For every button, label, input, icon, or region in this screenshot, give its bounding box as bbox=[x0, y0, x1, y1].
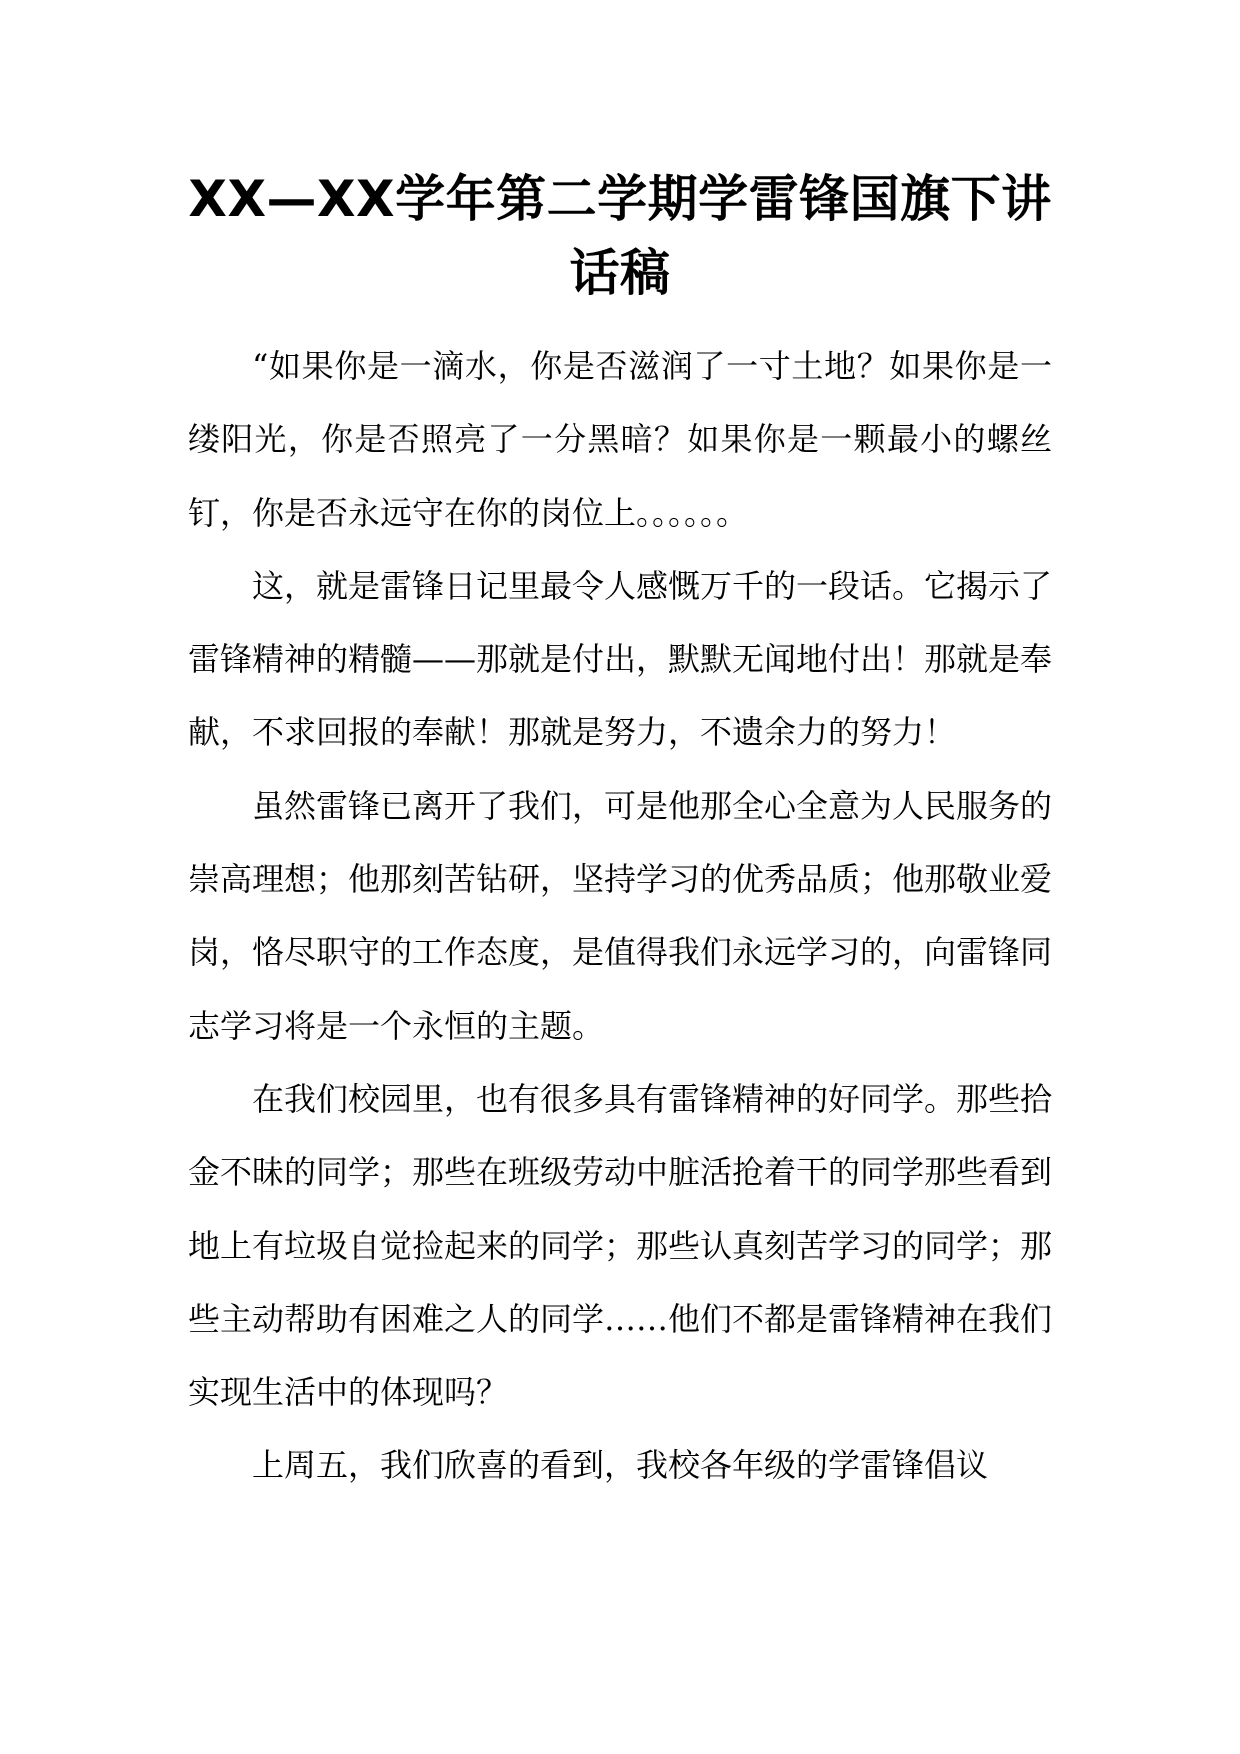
paragraph-2: 这，就是雷锋日记里最令人感慨万千的一段话。它揭示了雷锋精神的精髓——那就是付出，默默无闻地付出！那就是奉献，不求回报的奉献！那就是努力，不遗余力的努力！ bbox=[188, 566, 1053, 752]
paragraph-5: 上周五，我们欣喜的看到，我校各年级的学雷锋倡议 bbox=[252, 1446, 989, 1485]
document-body bbox=[188, 330, 1052, 1503]
paragraph-4: 在我们校园里，也有很多具有雷锋精神的好同学。那些拾金不昧的同学；那些在班级劳动中脏活抢着干的同学那些看到地上有垃圾自觉捡起来的同学；那些认真刻苦学习的同学；那些主动帮助有困难之人的同学……他们不都是雷锋精神在我们实现生活中的体现吗？ bbox=[188, 1079, 1053, 1412]
document-title: XX—XX学年第二学期学雷锋国旗下讲话稿 bbox=[188, 170, 1052, 302]
paragraph-1: “如果你是一滴水，你是否滋润了一寸土地？如果你是一缕阳光，你是否照亮了一分黑暗？如果你是一颗最小的螺丝钉，你是否永远守在你的岗位上。。。。。。 bbox=[188, 347, 1052, 532]
paragraph-3: 虽然雷锋已离开了我们，可是他那全心全意为人民服务的崇高理想；他那刻苦钻研，坚持学习的优秀品质；他那敬业爱岗，恪尽职守的工作态度，是值得我们永远学习的，向雷锋同志学习将是一个永恒的主题。 bbox=[188, 786, 1053, 1045]
